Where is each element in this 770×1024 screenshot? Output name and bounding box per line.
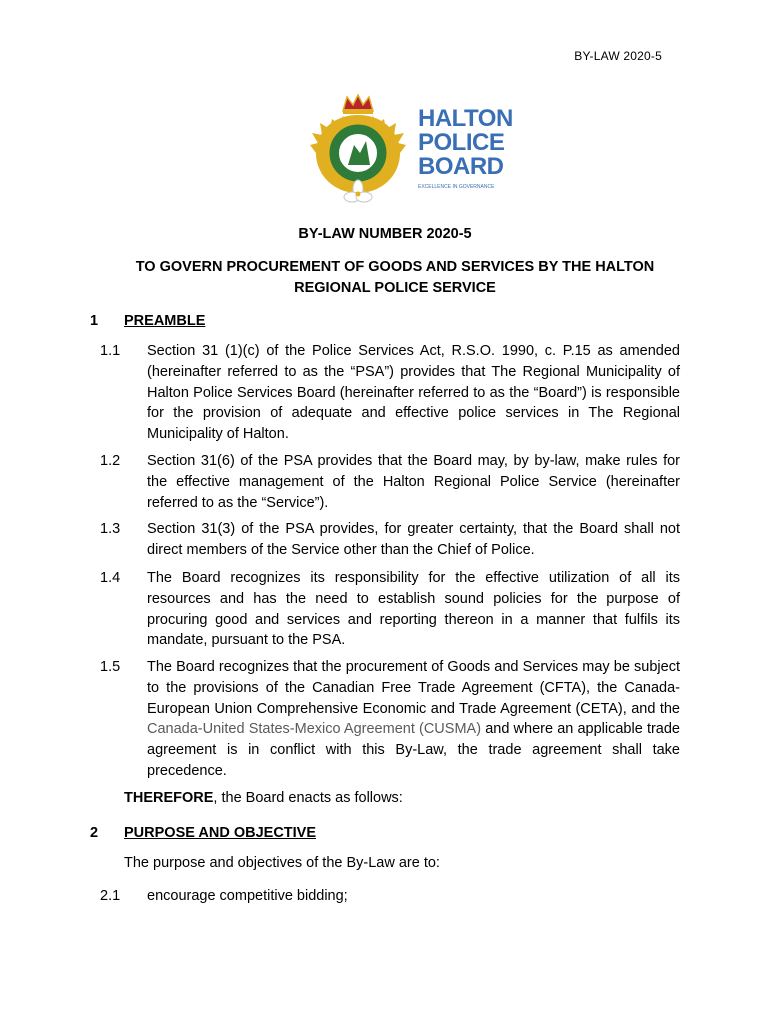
enacting-clause (124, 790, 403, 806)
logo-line-3: BOARD (418, 153, 504, 180)
section-2-intro: The purpose and objectives of the By-Law are to: (124, 855, 440, 871)
enacting-text: , the Board enacts as follows: (213, 790, 403, 806)
document-reference: BY-LAW 2020-5 (574, 49, 662, 63)
document-title: BY-LAW NUMBER 2020-5 (298, 226, 472, 242)
clause-text: The Board recognizes its responsibility for the effective utilization of all its resources and has the need to establish sound policies for the purpose of procuring good and services and reporting thereon in a manner that fulfils its mandate, pursuant to the PSA. (147, 570, 680, 649)
section-title: PREAMBLE (124, 313, 206, 329)
section-number: 1 (90, 313, 99, 329)
clause-number: 1.3 (100, 521, 121, 537)
logo-line-1: HALTON (418, 105, 513, 132)
section-title: PURPOSE AND OBJECTIVE (124, 825, 317, 841)
logo-line-2: POLICE (418, 129, 505, 156)
clause-number: 1.2 (100, 453, 121, 469)
clause-text: Section 31(6) of the PSA provides that the Board may, by by-law, make rules for the effective management of the Halton Regional Police Service (hereinafter referred to as the “Service”). (147, 453, 680, 511)
clause-number: 1.1 (100, 343, 121, 359)
clause-number: 1.4 (100, 570, 121, 586)
clause-text-start: The Board recognizes that the procurement of Goods and Services may be subject to the provisions of the Canadian Free Trade Agreement (CFTA), the Canada-European Union Comprehensive Economic and Trade Agreement (CETA), and the (147, 659, 680, 717)
logo-tagline: EXCELLENCE IN GOVERNANCE (418, 184, 495, 190)
document-subtitle: TO GOVERN PROCUREMENT OF GOODS AND SERVICES BY THE HALTON REGIONAL POLICE SERVICE (135, 259, 655, 296)
clause-text: Section 31(3) of the PSA provides, for greater certainty, that the Board shall not direct members of the Service other than the Chief of Police. (147, 521, 680, 558)
clause-text (147, 657, 680, 782)
therefore-label: THEREFORE (124, 790, 214, 806)
clause-text: encourage competitive bidding; (147, 888, 348, 904)
clause-text: Section 31 (1)(c) of the Police Services Act, R.S.O. 1990, c. P.15 as amended (hereinafter referred to as the “PSA”) provides that The Regional Municipality of Halton Police Services Board (hereinafter referred to as the “Board”) is responsible for the provision of adequate and effective police services in The Regional Municipality of Halton. (147, 343, 680, 443)
clause-number: 2.1 (100, 888, 121, 904)
clause-number: 1.5 (100, 659, 121, 675)
halton-police-board-logo (310, 93, 513, 205)
cusma-link[interactable]: Canada-United States-Mexico Agreement (CUSMA) (147, 721, 482, 738)
section-number: 2 (90, 825, 99, 841)
clause-text-end: and where an applicable trade agreement is in conflict with this By-Law, the trade agreement shall take precedence. (147, 721, 680, 779)
